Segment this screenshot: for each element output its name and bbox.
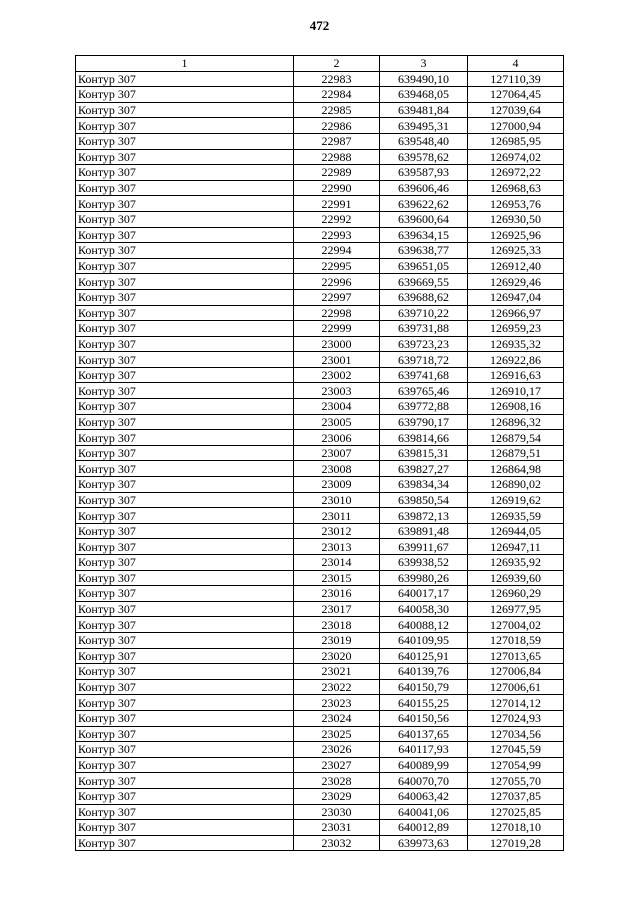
contour-name-cell: Контур 307 (76, 726, 294, 742)
x-coordinate-cell: 639710,22 (380, 305, 468, 321)
x-coordinate-cell: 639600,64 (380, 211, 468, 227)
x-coordinate-cell: 640139,76 (380, 664, 468, 680)
x-coordinate-cell: 639814,66 (380, 430, 468, 446)
point-number-cell: 23016 (294, 586, 380, 602)
table-row (76, 399, 564, 415)
column-header: 3 (380, 56, 468, 72)
table-row (76, 383, 564, 399)
contour-name-cell: Контур 307 (76, 820, 294, 836)
x-coordinate-cell: 639638,77 (380, 243, 468, 259)
point-number-cell: 22996 (294, 274, 380, 290)
table-row (76, 664, 564, 680)
point-number-cell: 22986 (294, 118, 380, 134)
y-coordinate-cell: 126879,54 (468, 430, 564, 446)
contour-name-cell: Контур 307 (76, 336, 294, 352)
point-number-cell: 23014 (294, 555, 380, 571)
table-row (76, 305, 564, 321)
contour-name-cell: Контур 307 (76, 445, 294, 461)
x-coordinate-cell: 639481,84 (380, 102, 468, 118)
x-coordinate-cell: 640137,65 (380, 726, 468, 742)
y-coordinate-cell: 126947,04 (468, 289, 564, 305)
point-number-cell: 23000 (294, 336, 380, 352)
point-number-cell: 22988 (294, 149, 380, 165)
point-number-cell: 23032 (294, 835, 380, 851)
x-coordinate-cell: 639578,62 (380, 149, 468, 165)
contour-name-cell: Контур 307 (76, 539, 294, 555)
point-number-cell: 22999 (294, 321, 380, 337)
contour-name-cell: Контур 307 (76, 508, 294, 524)
contour-name-cell: Контур 307 (76, 196, 294, 212)
x-coordinate-cell: 640109,95 (380, 632, 468, 648)
y-coordinate-cell: 126890,02 (468, 477, 564, 493)
point-number-cell: 23010 (294, 492, 380, 508)
table-row (76, 773, 564, 789)
point-number-cell: 22984 (294, 87, 380, 103)
y-coordinate-cell: 126916,63 (468, 367, 564, 383)
x-coordinate-cell: 639815,31 (380, 445, 468, 461)
table-row (76, 804, 564, 820)
x-coordinate-cell: 640017,17 (380, 586, 468, 602)
x-coordinate-cell: 639850,54 (380, 492, 468, 508)
point-number-cell: 23011 (294, 508, 380, 524)
contour-name-cell: Контур 307 (76, 383, 294, 399)
contour-name-cell: Контур 307 (76, 321, 294, 337)
x-coordinate-cell: 639731,88 (380, 321, 468, 337)
table-row (76, 601, 564, 617)
y-coordinate-cell: 127019,28 (468, 835, 564, 851)
column-header: 1 (76, 56, 294, 72)
x-coordinate-cell: 640125,91 (380, 648, 468, 664)
table-row (76, 445, 564, 461)
table-row (76, 321, 564, 337)
x-coordinate-cell: 640117,93 (380, 742, 468, 758)
point-number-cell: 22989 (294, 165, 380, 181)
point-number-cell: 22992 (294, 211, 380, 227)
contour-name-cell: Контур 307 (76, 414, 294, 430)
x-coordinate-cell: 640155,25 (380, 695, 468, 711)
y-coordinate-cell: 127006,61 (468, 679, 564, 695)
table-row (76, 367, 564, 383)
table-row (76, 180, 564, 196)
x-coordinate-cell: 639718,72 (380, 352, 468, 368)
y-coordinate-cell: 126919,62 (468, 492, 564, 508)
point-number-cell: 23007 (294, 445, 380, 461)
y-coordinate-cell: 126896,32 (468, 414, 564, 430)
x-coordinate-cell: 639891,48 (380, 523, 468, 539)
table-row (76, 87, 564, 103)
table-row (76, 820, 564, 836)
x-coordinate-cell: 640070,70 (380, 773, 468, 789)
x-coordinate-cell: 640150,56 (380, 710, 468, 726)
contour-name-cell: Контур 307 (76, 648, 294, 664)
point-number-cell: 22985 (294, 102, 380, 118)
y-coordinate-cell: 126960,29 (468, 586, 564, 602)
coordinates-table (75, 55, 564, 851)
table-row (76, 289, 564, 305)
y-coordinate-cell: 126935,92 (468, 555, 564, 571)
contour-name-cell: Контур 307 (76, 118, 294, 134)
x-coordinate-cell: 639772,88 (380, 399, 468, 415)
y-coordinate-cell: 127039,64 (468, 102, 564, 118)
table-row (76, 742, 564, 758)
table-row (76, 508, 564, 524)
y-coordinate-cell: 126972,22 (468, 165, 564, 181)
y-coordinate-cell: 127024,93 (468, 710, 564, 726)
table-body (76, 71, 564, 851)
contour-name-cell: Контур 307 (76, 492, 294, 508)
point-number-cell: 23022 (294, 679, 380, 695)
contour-name-cell: Контур 307 (76, 477, 294, 493)
y-coordinate-cell: 126959,23 (468, 321, 564, 337)
contour-name-cell: Контур 307 (76, 461, 294, 477)
x-coordinate-cell: 639587,93 (380, 165, 468, 181)
contour-name-cell: Контур 307 (76, 632, 294, 648)
point-number-cell: 23001 (294, 352, 380, 368)
contour-name-cell: Контур 307 (76, 664, 294, 680)
table-row (76, 757, 564, 773)
x-coordinate-cell: 639723,23 (380, 336, 468, 352)
x-coordinate-cell: 640089,99 (380, 757, 468, 773)
contour-name-cell: Контур 307 (76, 149, 294, 165)
table-row (76, 695, 564, 711)
x-coordinate-cell: 639634,15 (380, 227, 468, 243)
point-number-cell: 23027 (294, 757, 380, 773)
table-row (76, 835, 564, 851)
contour-name-cell: Контур 307 (76, 165, 294, 181)
x-coordinate-cell: 640063,42 (380, 788, 468, 804)
x-coordinate-cell: 639827,27 (380, 461, 468, 477)
y-coordinate-cell: 127006,84 (468, 664, 564, 680)
contour-name-cell: Контур 307 (76, 679, 294, 695)
table-row (76, 414, 564, 430)
x-coordinate-cell: 639490,10 (380, 71, 468, 87)
x-coordinate-cell: 640150,79 (380, 679, 468, 695)
point-number-cell: 23019 (294, 632, 380, 648)
contour-name-cell: Контур 307 (76, 523, 294, 539)
contour-name-cell: Контур 307 (76, 87, 294, 103)
y-coordinate-cell: 126925,96 (468, 227, 564, 243)
y-coordinate-cell: 127055,70 (468, 773, 564, 789)
y-coordinate-cell: 126953,76 (468, 196, 564, 212)
point-number-cell: 22993 (294, 227, 380, 243)
x-coordinate-cell: 640088,12 (380, 617, 468, 633)
table-row (76, 788, 564, 804)
point-number-cell: 22998 (294, 305, 380, 321)
point-number-cell: 23002 (294, 367, 380, 383)
y-coordinate-cell: 127054,99 (468, 757, 564, 773)
point-number-cell: 22983 (294, 71, 380, 87)
table-row (76, 477, 564, 493)
x-coordinate-cell: 640041,06 (380, 804, 468, 820)
x-coordinate-cell: 639468,05 (380, 87, 468, 103)
point-number-cell: 23005 (294, 414, 380, 430)
x-coordinate-cell: 639688,62 (380, 289, 468, 305)
point-number-cell: 23029 (294, 788, 380, 804)
contour-name-cell: Контур 307 (76, 71, 294, 87)
point-number-cell: 23008 (294, 461, 380, 477)
point-number-cell: 22990 (294, 180, 380, 196)
y-coordinate-cell: 126925,33 (468, 243, 564, 259)
x-coordinate-cell: 639606,46 (380, 180, 468, 196)
point-number-cell: 23018 (294, 617, 380, 633)
contour-name-cell: Контур 307 (76, 399, 294, 415)
x-coordinate-cell: 639651,05 (380, 258, 468, 274)
y-coordinate-cell: 126939,60 (468, 570, 564, 586)
contour-name-cell: Контур 307 (76, 773, 294, 789)
table-row (76, 461, 564, 477)
table-row (76, 570, 564, 586)
table-row (76, 710, 564, 726)
y-coordinate-cell: 127000,94 (468, 118, 564, 134)
point-number-cell: 23012 (294, 523, 380, 539)
table-row (76, 648, 564, 664)
point-number-cell: 23024 (294, 710, 380, 726)
table-row (76, 258, 564, 274)
contour-name-cell: Контур 307 (76, 289, 294, 305)
table-row (76, 149, 564, 165)
contour-name-cell: Контур 307 (76, 430, 294, 446)
y-coordinate-cell: 126947,11 (468, 539, 564, 555)
contour-name-cell: Контур 307 (76, 133, 294, 149)
point-number-cell: 22994 (294, 243, 380, 259)
table-row (76, 539, 564, 555)
point-number-cell: 22997 (294, 289, 380, 305)
contour-name-cell: Контур 307 (76, 695, 294, 711)
contour-name-cell: Контур 307 (76, 258, 294, 274)
table-row (76, 211, 564, 227)
table-row (76, 71, 564, 87)
y-coordinate-cell: 126910,17 (468, 383, 564, 399)
contour-name-cell: Контур 307 (76, 804, 294, 820)
y-coordinate-cell: 126908,16 (468, 399, 564, 415)
table-row (76, 430, 564, 446)
point-number-cell: 23031 (294, 820, 380, 836)
point-number-cell: 23003 (294, 383, 380, 399)
y-coordinate-cell: 126977,95 (468, 601, 564, 617)
table-row (76, 196, 564, 212)
point-number-cell: 23023 (294, 695, 380, 711)
point-number-cell: 23017 (294, 601, 380, 617)
y-coordinate-cell: 126966,97 (468, 305, 564, 321)
table-row (76, 726, 564, 742)
contour-name-cell: Контур 307 (76, 788, 294, 804)
y-coordinate-cell: 127014,12 (468, 695, 564, 711)
contour-name-cell: Контур 307 (76, 102, 294, 118)
x-coordinate-cell: 639872,13 (380, 508, 468, 524)
table-row (76, 555, 564, 571)
x-coordinate-cell: 639765,46 (380, 383, 468, 399)
y-coordinate-cell: 127004,02 (468, 617, 564, 633)
y-coordinate-cell: 127018,59 (468, 632, 564, 648)
table-row (76, 274, 564, 290)
y-coordinate-cell: 127045,59 (468, 742, 564, 758)
point-number-cell: 22987 (294, 133, 380, 149)
contour-name-cell: Контур 307 (76, 742, 294, 758)
y-coordinate-cell: 126864,98 (468, 461, 564, 477)
y-coordinate-cell: 127018,10 (468, 820, 564, 836)
point-number-cell: 23020 (294, 648, 380, 664)
x-coordinate-cell: 639790,17 (380, 414, 468, 430)
x-coordinate-cell: 639548,40 (380, 133, 468, 149)
y-coordinate-cell: 127025,85 (468, 804, 564, 820)
point-number-cell: 23009 (294, 477, 380, 493)
y-coordinate-cell: 127037,85 (468, 788, 564, 804)
point-number-cell: 23006 (294, 430, 380, 446)
contour-name-cell: Контур 307 (76, 757, 294, 773)
contour-name-cell: Контур 307 (76, 835, 294, 851)
contour-name-cell: Контур 307 (76, 180, 294, 196)
x-coordinate-cell: 640058,30 (380, 601, 468, 617)
contour-name-cell: Контур 307 (76, 601, 294, 617)
y-coordinate-cell: 126922,86 (468, 352, 564, 368)
table-row (76, 243, 564, 259)
contour-name-cell: Контур 307 (76, 227, 294, 243)
contour-name-cell: Контур 307 (76, 305, 294, 321)
column-header: 2 (294, 56, 380, 72)
point-number-cell: 23025 (294, 726, 380, 742)
point-number-cell: 23015 (294, 570, 380, 586)
x-coordinate-cell: 639741,68 (380, 367, 468, 383)
table-row (76, 523, 564, 539)
point-number-cell: 23004 (294, 399, 380, 415)
y-coordinate-cell: 126974,02 (468, 149, 564, 165)
y-coordinate-cell: 127110,39 (468, 71, 564, 87)
point-number-cell: 22991 (294, 196, 380, 212)
contour-name-cell: Контур 307 (76, 710, 294, 726)
point-number-cell: 23013 (294, 539, 380, 555)
table-row (76, 133, 564, 149)
table-row (76, 352, 564, 368)
table-row (76, 492, 564, 508)
y-coordinate-cell: 126912,40 (468, 258, 564, 274)
x-coordinate-cell: 639973,63 (380, 835, 468, 851)
column-header: 4 (468, 56, 564, 72)
x-coordinate-cell: 639938,52 (380, 555, 468, 571)
contour-name-cell: Контур 307 (76, 274, 294, 290)
x-coordinate-cell: 639980,26 (380, 570, 468, 586)
y-coordinate-cell: 127064,45 (468, 87, 564, 103)
point-number-cell: 23030 (294, 804, 380, 820)
y-coordinate-cell: 126985,95 (468, 133, 564, 149)
table-row (76, 617, 564, 633)
y-coordinate-cell: 127013,65 (468, 648, 564, 664)
table-row (76, 227, 564, 243)
contour-name-cell: Контур 307 (76, 555, 294, 571)
point-number-cell: 22995 (294, 258, 380, 274)
table-row (76, 165, 564, 181)
x-coordinate-cell: 639622,62 (380, 196, 468, 212)
y-coordinate-cell: 126935,32 (468, 336, 564, 352)
y-coordinate-cell: 126929,46 (468, 274, 564, 290)
table-row (76, 118, 564, 134)
contour-name-cell: Контур 307 (76, 367, 294, 383)
table-row (76, 336, 564, 352)
y-coordinate-cell: 126879,51 (468, 445, 564, 461)
x-coordinate-cell: 639911,67 (380, 539, 468, 555)
table-row (76, 632, 564, 648)
contour-name-cell: Контур 307 (76, 570, 294, 586)
x-coordinate-cell: 640012,89 (380, 820, 468, 836)
contour-name-cell: Контур 307 (76, 211, 294, 227)
x-coordinate-cell: 639834,34 (380, 477, 468, 493)
contour-name-cell: Контур 307 (76, 617, 294, 633)
point-number-cell: 23021 (294, 664, 380, 680)
table-row (76, 586, 564, 602)
y-coordinate-cell: 126944,05 (468, 523, 564, 539)
point-number-cell: 23026 (294, 742, 380, 758)
point-number-cell: 23028 (294, 773, 380, 789)
y-coordinate-cell: 127034,56 (468, 726, 564, 742)
contour-name-cell: Контур 307 (76, 352, 294, 368)
y-coordinate-cell: 126935,59 (468, 508, 564, 524)
contour-name-cell: Контур 307 (76, 243, 294, 259)
y-coordinate-cell: 126930,50 (468, 211, 564, 227)
page-number: 472 (309, 18, 330, 33)
table-row (76, 679, 564, 695)
contour-name-cell: Контур 307 (76, 586, 294, 602)
x-coordinate-cell: 639495,31 (380, 118, 468, 134)
table-row (76, 102, 564, 118)
y-coordinate-cell: 126968,63 (468, 180, 564, 196)
x-coordinate-cell: 639669,55 (380, 274, 468, 290)
table-header-row (76, 56, 564, 72)
